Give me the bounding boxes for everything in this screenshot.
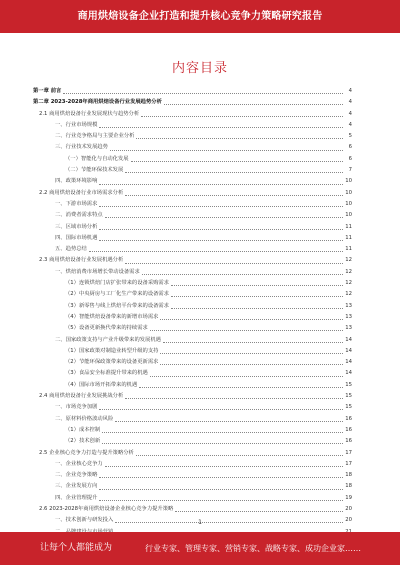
toc-leader-dots [99,127,343,128]
toc-entry-title: （3）食品安全标准提升带来的机遇 [65,370,148,377]
toc-entry-title: （1）国家政策对制造业转型升级的支持 [65,347,159,354]
toc-entry[interactable] [33,414,352,425]
toc-leader-dots [125,172,343,173]
toc-leader-dots [150,376,343,377]
toc-leader-dots [105,217,343,218]
toc-entry-title: 2.5 企业核心竞争力打造与提升策略分析 [39,449,134,456]
toc-entry-title: 四、国际市场机遇 [55,234,98,241]
toc-leader-dots [163,342,343,343]
toc-leader-dots [160,353,343,354]
toc-entry[interactable] [33,165,352,176]
footer-tagline: 行业专家、管理专家、营销专家、战略专家、成功企业家…… [145,544,361,553]
toc-leader-dots [63,93,343,94]
toc-entry-page: 16 [345,438,352,445]
toc-entry-page: 13 [345,313,352,320]
toc-entry[interactable] [33,289,352,300]
toc-entry[interactable] [33,142,352,153]
toc-entry-title: 五、趋势总结 [55,246,87,253]
toc-entry-page: 10 [345,178,352,185]
toc-leader-dots [99,229,343,230]
toc-leader-dots [99,500,343,501]
toc-entry[interactable] [33,233,352,244]
toc-entry-page: 10 [345,212,352,219]
footer-slogan: 让每个人都能成为 [40,543,113,553]
toc-entry-title: （1）成本控制 [65,426,101,433]
header-bar [0,0,400,33]
toc-entry-title: 2.2 商用烘焙设备行业市场需求分析 [39,189,124,196]
toc-leader-dots [110,150,343,151]
toc-entry-page: 5 [348,133,352,140]
toc-entry[interactable] [33,301,352,312]
toc-entry-page: 12 [345,280,352,287]
toc-leader-dots [115,421,343,422]
toc-entry-title: 一、企业核心竞争力 [55,460,103,467]
toc-entry[interactable] [33,368,352,379]
toc-entry-page: 11 [345,234,352,241]
toc-entry-page: 18 [345,472,352,479]
toc-leader-dots [136,455,343,456]
toc-entry-page: 16 [345,415,352,422]
toc-entry-title: 三、行业技术发展趋势 [55,144,108,151]
toc-entry-title: （一）智能化与自动化发展 [65,155,129,162]
toc-entry[interactable] [33,278,352,289]
toc-entry-page: 7 [348,167,352,174]
toc-leader-dots [99,489,343,490]
toc-entry[interactable] [33,109,352,120]
toc-entry[interactable] [33,188,352,199]
toc-leader-dots [99,184,343,185]
toc-leader-dots [160,319,343,320]
toc-entry-page: 16 [345,426,352,433]
toc-leader-dots [175,511,343,512]
toc-heading: 内容目录 [171,61,228,76]
toc-entry-page: 14 [345,336,352,343]
toc-entry-title: 二、行业竞争格局与主要企业分析 [55,133,135,140]
toc-entry[interactable] [33,176,352,187]
toc-entry-page: 19 [345,494,352,501]
toc-entry[interactable] [33,255,352,266]
toc-leader-dots [99,240,343,241]
toc-leader-dots [160,364,343,365]
toc-entry[interactable] [33,222,352,233]
toc-leader-dots [142,274,343,275]
toc-entry-title: 2.1 商用烘焙设备行业发展现状与趋势分析 [39,110,140,117]
toc-entry[interactable] [33,323,352,334]
toc-entry-page: 20 [345,517,352,524]
toc-leader-dots [125,263,343,264]
toc-leader-dots [171,308,343,309]
toc-entry-title: （2）技术创新 [65,438,101,445]
toc-entry-page: 4 [348,121,352,128]
toc-entry[interactable] [33,493,352,504]
toc-entry[interactable] [33,448,352,459]
toc-entry-page: 4 [348,99,352,106]
toc-entry-page: 12 [345,268,352,275]
toc-leader-dots [139,387,343,388]
toc-entry-title: 一、行业市场规模 [55,121,98,128]
toc-leader-dots [102,432,343,433]
toc-entry-title: （4）国际市场开拓带来的机遇 [65,381,138,388]
toc-leader-dots [125,398,343,399]
toc-entry-title: 一、市场竞争加剧 [55,404,98,411]
toc-entry-page: 4 [348,110,352,117]
toc-entry[interactable] [33,402,352,413]
toc-leader-dots [105,466,343,467]
toc-entry-page: 4 [348,88,352,94]
toc-entry-title: （二）节能环保技术发展 [65,167,124,174]
toc-entry[interactable] [33,380,352,391]
toc-entry-title: 一、烘焙消费市场增长带动设备需求 [55,268,140,275]
toc-leader-dots [99,477,343,478]
toc-entry-title: （2）节能环保政策带来的设备更新需求 [65,359,159,366]
toc-entry-title: 二、原材料价格波动风险 [55,415,114,422]
toc-entry-title: （2）中央厨房与工厂化生产带来的设备需求 [65,291,170,298]
toc-entry[interactable] [33,267,352,278]
table-of-contents [33,86,352,538]
toc-leader-dots [102,443,343,444]
toc-entry-title: 四、政策环境影响 [55,178,98,185]
toc-entry[interactable] [33,481,352,492]
toc-entry[interactable] [33,346,352,357]
toc-entry-page: 11 [345,223,352,230]
toc-entry[interactable] [33,97,352,108]
toc-entry-title: 二、企业竞争策略 [55,472,98,479]
toc-entry[interactable] [33,312,352,323]
toc-entry-page: 6 [348,144,352,151]
toc-entry[interactable] [33,335,352,346]
toc-entry-title: 第二章 2023-2028年商用烘焙设备行业发展趋势分析 [33,99,162,106]
toc-leader-dots [136,138,343,139]
toc-entry[interactable] [33,120,352,131]
toc-entry-page: 11 [345,246,352,253]
toc-entry-title: 三、区域市场分析 [55,223,98,230]
toc-entry-page: 17 [345,460,352,467]
toc-entry[interactable] [33,131,352,142]
toc-entry-title: 二、国家政策支持与产业升级带来的发展机遇 [55,336,161,343]
toc-entry-page: 17 [345,449,352,456]
toc-entry-title: 2.6 2023-2028年商用烘焙设备企业核心竞争力提升策略 [39,505,174,512]
toc-leader-dots [99,409,343,410]
footer-bar [0,532,400,565]
toc-entry-title: （4）智能烘焙设备带来的新增市场需求 [65,313,159,320]
toc-entry-page: 6 [348,155,352,162]
toc-entry-page: 10 [345,189,352,196]
toc-entry-page: 15 [345,393,352,400]
toc-entry-page: 14 [345,370,352,377]
toc-entry[interactable] [33,391,352,402]
toc-entry[interactable] [33,86,352,97]
toc-entry-title: 二、消费者需求特点 [55,212,103,219]
toc-leader-dots [131,161,343,162]
toc-entry[interactable] [33,199,352,210]
toc-entry-title: （1）连锁烘焙门店扩张带来的设备采购需求 [65,280,170,287]
toc-entry[interactable] [33,154,352,165]
toc-entry-page: 20 [345,505,352,512]
toc-entry-title: 2.4 商用烘焙设备行业发展挑战分析 [39,393,124,400]
toc-entry[interactable] [33,425,352,436]
toc-entry[interactable] [33,470,352,481]
toc-entry-page: 18 [345,483,352,490]
toc-entry[interactable] [33,244,352,255]
toc-entry[interactable] [33,436,352,447]
toc-entry[interactable] [33,210,352,221]
toc-entry-page: 15 [345,404,352,411]
toc-entry[interactable] [33,357,352,368]
toc-entry[interactable] [33,504,352,515]
toc-leader-dots [164,104,343,105]
toc-entry-title: 一、下游市场需求 [55,200,98,207]
toc-entry-title: 一、技术创新与研发投入 [55,517,114,524]
toc-entry-title: （5）设备更新换代带来的持续需求 [65,325,148,332]
toc-entry-page: 12 [345,257,352,264]
toc-entry-title: 三、企业发展方向 [55,483,98,490]
toc-leader-dots [171,285,343,286]
toc-entry-page: 15 [345,381,352,388]
toc-entry-page: 14 [345,347,352,354]
toc-leader-dots [125,195,343,196]
toc-entry-page: 13 [345,325,352,332]
page-number: 1 [198,519,202,526]
toc-entry-title: 2.3 商用烘焙设备行业发展机遇分析 [39,257,124,264]
toc-entry-page: 14 [345,359,352,366]
report-title: 商用烘焙设备企业打造和提升核心竞争力策略研究报告 [77,11,323,22]
toc-leader-dots [99,206,343,207]
toc-entry-page: 12 [345,291,352,298]
toc-leader-dots [89,251,343,252]
toc-entry-title: （3）新零售与线上烘焙平台带来的设备需求 [65,302,170,309]
toc-entry-title: 第一章 前言 [33,88,62,94]
toc-leader-dots [141,116,343,117]
toc-entry[interactable] [33,459,352,470]
toc-entry-title: 四、企业管理提升 [55,494,98,501]
toc-entry-page: 13 [345,302,352,309]
toc-leader-dots [150,330,343,331]
toc-leader-dots [171,296,343,297]
toc-entry-page: 10 [345,200,352,207]
